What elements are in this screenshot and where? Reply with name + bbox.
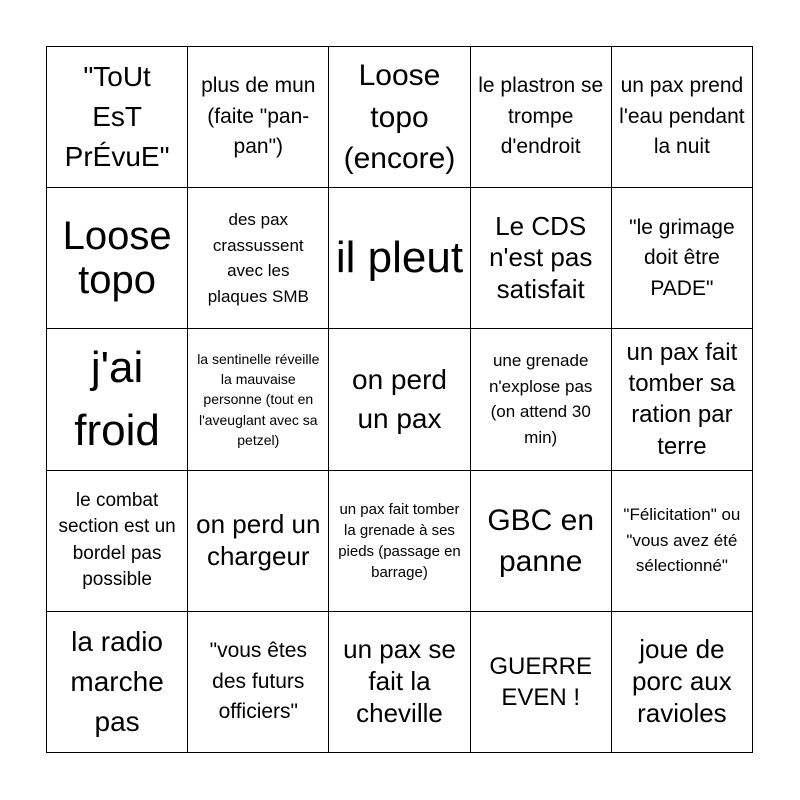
cell-text: le combat section est un bordel pas possible	[58, 490, 176, 590]
bingo-cell[interactable]	[329, 612, 470, 753]
cell-text: "vous êtes des futurs officiers"	[209, 639, 307, 724]
bingo-cell[interactable]	[188, 612, 329, 753]
cell-text: GUERRE EVEN !	[489, 652, 593, 711]
bingo-cell[interactable]	[329, 188, 470, 329]
cell-text: joue de porc aux ravioles	[632, 634, 732, 728]
cell-text: on perd un pax	[352, 363, 447, 435]
bingo-cell[interactable]	[47, 188, 188, 329]
bingo-cell[interactable]	[47, 471, 188, 612]
cell-text: un pax fait tomber sa ration par terre	[626, 339, 738, 460]
cell-text: "Félicitation" ou "vous avez été sélectionné"	[623, 505, 741, 576]
bingo-cell[interactable]	[612, 612, 753, 753]
bingo-cell[interactable]	[329, 47, 470, 188]
bingo-cell[interactable]	[612, 188, 753, 329]
cell-text: la radio marche pas	[70, 626, 164, 737]
bingo-cell[interactable]	[471, 471, 612, 612]
cell-text: GBC en panne	[487, 503, 595, 578]
cell-text: plus de mun (faite "pan-pan")	[201, 74, 316, 159]
cell-text: "le grimage doit être PADE"	[629, 215, 735, 300]
bingo-cell[interactable]	[188, 329, 329, 470]
cell-text: des pax crassussent avec les plaques SMB	[207, 210, 309, 306]
bingo-cell[interactable]	[47, 612, 188, 753]
cell-text: il pleut	[335, 233, 464, 283]
bingo-board	[46, 46, 753, 753]
bingo-cell[interactable]	[188, 471, 329, 612]
bingo-cell[interactable]	[47, 47, 188, 188]
bingo-cell[interactable]	[329, 471, 470, 612]
bingo-cell[interactable]	[47, 329, 188, 470]
cell-text: un pax se fait la cheville	[343, 634, 456, 728]
cell-text: la sentinelle réveille la mauvaise personne (tout en l'aveuglant avec sa petzel)	[197, 350, 320, 448]
bingo-cell[interactable]	[471, 612, 612, 753]
bingo-cell[interactable]	[471, 188, 612, 329]
cell-text: Loose topo	[62, 214, 172, 303]
bingo-cell[interactable]	[471, 47, 612, 188]
cell-text: un pax fait tomber la grenade à ses pieds (passage en barrage)	[338, 500, 461, 581]
cell-text: Loose topo (encore)	[343, 59, 456, 175]
cell-text: un pax prend l'eau pendant la nuit	[619, 74, 745, 159]
bingo-cell[interactable]	[612, 47, 753, 188]
cell-text: le plastron se trompe d'endroit	[478, 74, 604, 159]
cell-text: on perd un chargeur	[196, 508, 321, 571]
cell-text: une grenade n'explose pas (on attend 30 min)	[488, 351, 593, 447]
cell-text: j'ai froid	[74, 342, 160, 456]
bingo-cell[interactable]	[329, 329, 470, 470]
bingo-cell[interactable]	[188, 47, 329, 188]
bingo-cell[interactable]	[612, 471, 753, 612]
bingo-cell[interactable]	[612, 329, 753, 470]
cell-text: Le CDS n'est pas satisfait	[489, 210, 593, 305]
bingo-cell[interactable]	[188, 188, 329, 329]
cell-text: "ToUt EsT PrÉvuE"	[64, 61, 170, 172]
bingo-cell[interactable]	[471, 329, 612, 470]
